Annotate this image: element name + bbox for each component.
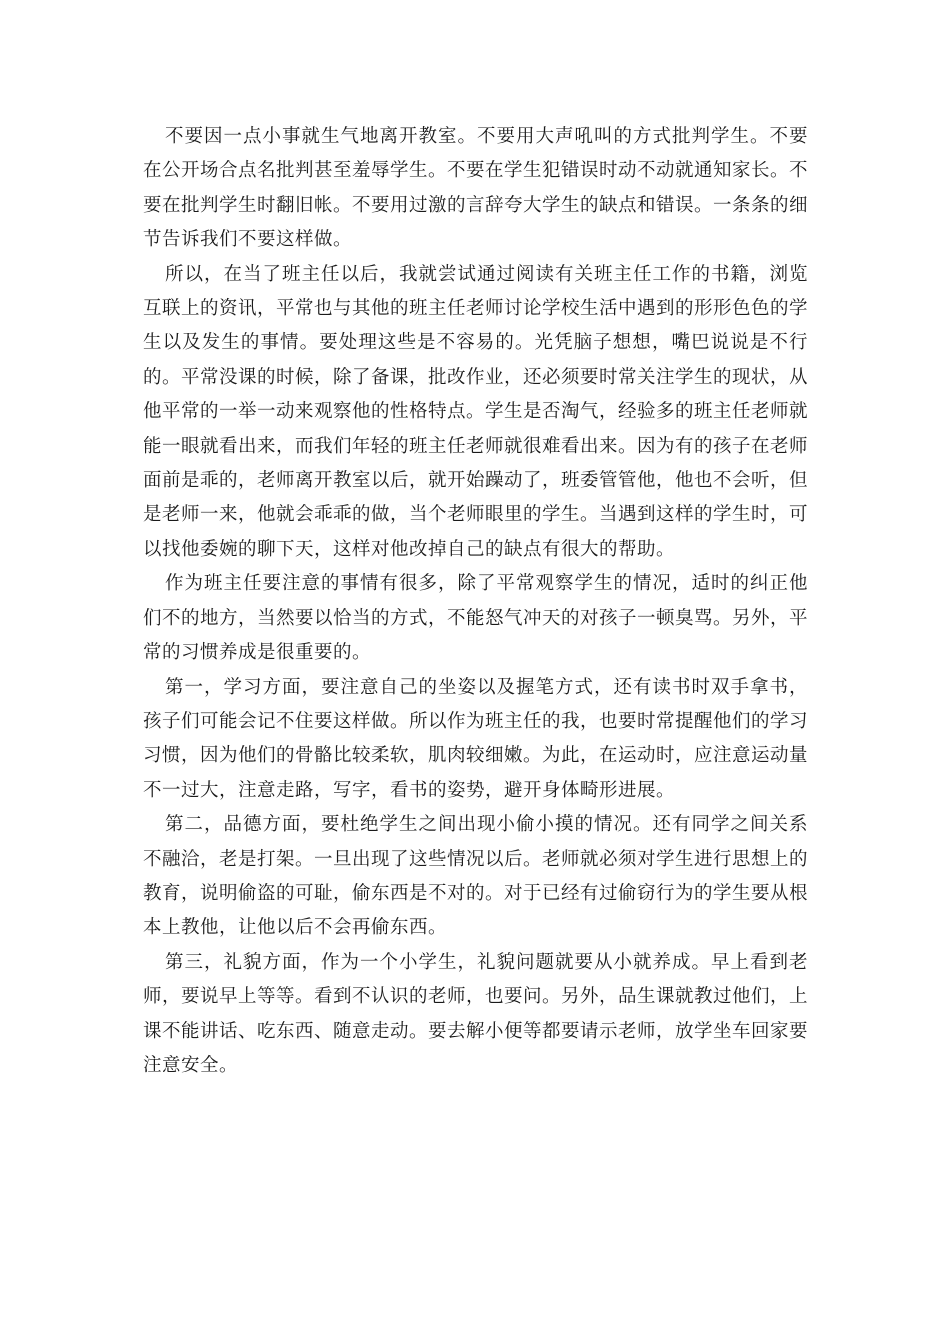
paragraph-2: 所以，在当了班主任以后，我就尝试通过阅读有关班主任工作的书籍，浏览互联上的资讯，平常也与其他的班主任老师讨论学校生活中遇到的形形色色的学生以及发生的事情。要处理这些是不容易的。光凭脑子想想，嘴巴说说是不行的。平常没课的时候，除了备课，批改作业，还必须要时常关注学生的现状，从他平常的一举一动来观察他的性格特点。学生是否淘气，经验多的班主任老师就能一眼就看出来，而我们年轻的班主任老师就很难看出来。因为有的孩子在老师面前是乖的，老师离开教室以后，就开始躁动了，班委管管他，他也不会听，但是老师一来，他就会乖乖的做，当个老师眼里的学生。当遇到这样的学生时，可以找他委婉的聊下天，这样对他改掉自己的缺点有很大的帮助。 <box>143 263 809 560</box>
document-body <box>143 120 808 1083</box>
paragraph-5: 第二，品德方面，要杜绝学生之间出现小偷小摸的情况。还有同学之间关系不融洽，老是打架。一旦出现了这些情况以后。老师就必须对学生进行思想上的教育，说明偷盗的可耻，偷东西是不对的。对于已经有过偷窃行为的学生要从根本上教他，让他以后不会再偷东西。 <box>143 814 809 939</box>
paragraph-6: 第三，礼貌方面，作为一个小学生，礼貌问题就要从小就养成。早上看到老师，要说早上等等。看到不认识的老师，也要问。另外，品生课就教过他们，上课不能讲话、吃东西、随意走动。要去解小便等都要请示老师，放学坐车回家要注意安全。 <box>143 951 809 1076</box>
paragraph-1: 不要因一点小事就生气地离开教室。不要用大声吼叫的方式批判学生。不要在公开场合点名批判甚至羞辱学生。不要在学生犯错误时动不动就通知家长。不要在批判学生时翻旧帐。不要用过激的言辞夸大学生的缺点和错误。一条条的细节告诉我们不要这样做。 <box>143 126 809 251</box>
paragraph-3: 作为班主任要注意的事情有很多，除了平常观察学生的情况，适时的纠正他们不的地方，当然要以恰当的方式，不能怒气冲天的对孩子一顿臭骂。另外，平常的习惯养成是很重要的。 <box>143 573 809 664</box>
paragraph-4: 第一，学习方面，要注意自己的坐姿以及握笔方式，还有读书时双手拿书，孩子们可能会记不住要这样做。所以作为班主任的我，也要时常提醒他们的学习习惯，因为他们的骨骼比较柔软，肌肉较细嫩。为此，在运动时，应注意运动量不一过大，注意走路，写字，看书的姿势，避开身体畸形进展。 <box>143 676 809 801</box>
